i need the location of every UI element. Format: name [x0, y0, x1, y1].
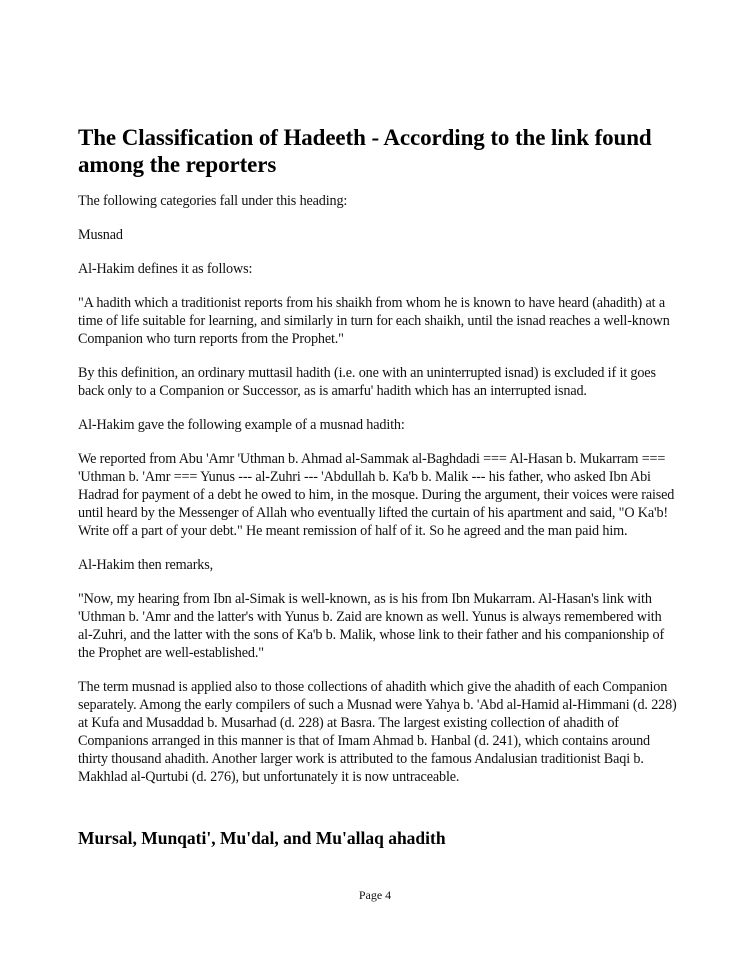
- paragraph-example-hadith: We reported from Abu 'Amr 'Uthman b. Ahmad al-Sammak al-Baghdadi === Al-Hasan b. Mukarram === 'Uthman b. 'Amr === Yunus --- al-Zuhri --- 'Abdullah b. Ka'b b. Malik --- his father, who asked Ibn Abi Hadrad for payment of a debt he owed to him, in the mosque. During the argument, their voices were raised until heard by the Messenger of Allah who eventually lifted the curtain of his apartment and said, "O Ka'b! Write off a part of your debt." He meant remission of half of it. So he agreed and the man paid him.: [78, 451, 675, 539]
- paragraph-example-intro: Al-Hakim gave the following example of a musnad hadith:: [78, 417, 405, 433]
- paragraph-definition-note: By this definition, an ordinary muttasil hadith (i.e. one with an uninterrupted isnad) is excluded if it goes back only to a Companion or Successor, as is amarfu' hadith which has an interrupted isnad.: [78, 365, 656, 399]
- paragraph-intro: The following categories fall under this heading:: [78, 193, 348, 209]
- paragraph-collections: The term musnad is applied also to those collections of ahadith which give the ahadith of each Companion separately. Among the early compilers of such a Musnad were Yahya b. 'Abd al-Hamid al-Himmani (d. 228) at Kufa and Musaddad b. Musarhad (d. 228) at Basra. The largest existing collection of ahadith of Companions arranged in this manner is that of Imam Ahmad b. Hanbal (d. 241), which contains around thirty thousand ahadith. Another larger work is attributed to the famous Andalusian traditionist Baqi b. Makhlad al-Qurtubi (d. 276), but unfortunately it is now untraceable.: [78, 679, 677, 785]
- paragraph-definition-intro: Al-Hakim defines it as follows:: [78, 261, 253, 277]
- paragraph-definition-quote: "A hadith which a traditionist reports from his shaikh from whom he is known to have heard (ahadith) at a time of life suitable for learning, and similarly in turn for each shaikh, until the isnad reaches a well-known Companion who turn reports from the Prophet.": [78, 295, 670, 347]
- section-subheading: Mursal, Munqati', Mu'dal, and Mu'allaq ahadith: [78, 828, 446, 848]
- page-number: Page 4: [358, 888, 392, 902]
- document-body: [78, 124, 678, 848]
- paragraph-remarks-intro: Al-Hakim then remarks,: [78, 557, 213, 573]
- paragraph-musnad-label: Musnad: [78, 227, 123, 243]
- page-title: The Classification of Hadeeth - According to the link found among the reporters: [78, 125, 652, 177]
- paragraph-remarks-quote: "Now, my hearing from Ibn al-Simak is well-known, as is his from Ibn Mukarram. Al-Hasan's link with 'Uthman b. 'Amr and the latter's with Yunus b. Zaid are known as well. Yunus is always remembered with al-Zuhri, and the latter with the sons of Ka'b b. Malik, whose link to their father and his companionship of the Prophet are well-established.": [78, 591, 665, 661]
